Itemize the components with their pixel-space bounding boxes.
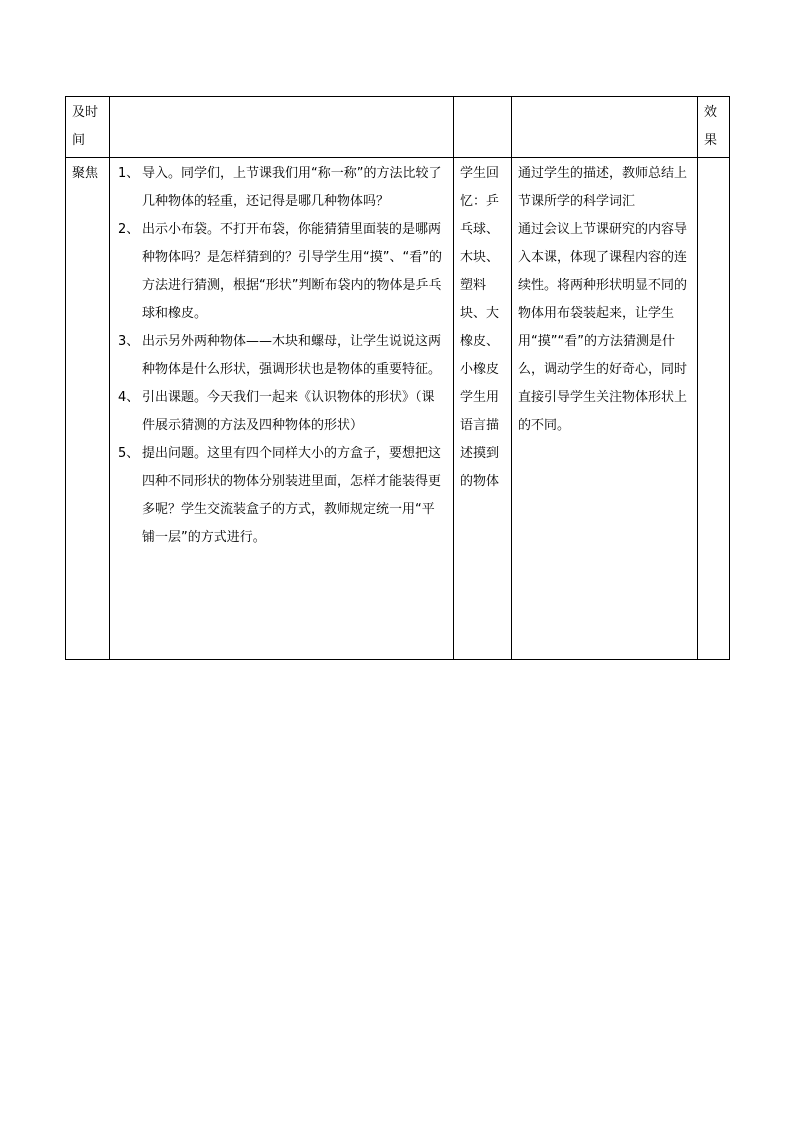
student-activity-cell: [454, 158, 512, 660]
intent-paragraph: 通过学生的描述，教师总结上节课所学的科学词汇: [518, 166, 688, 209]
list-item: [118, 440, 447, 552]
stage-label: 聚焦: [72, 166, 99, 181]
effect-cell: [698, 158, 730, 660]
step-text: 提出问题。这里有四个同样大小的方盒子，要想把这四种不同形状的物体分别装进里面，怎样才能装得更多呢？学生交流装盒子的方式，教师规定统一用“平铺一层”的方式进行。: [142, 446, 442, 545]
list-item: [118, 384, 447, 440]
design-intent-cell: [512, 158, 698, 660]
student-activity-text: 学生回忆：乒乓球、木块、塑料块、大橡皮、小橡皮学生用语言描述摸到的物体: [460, 166, 500, 489]
step-text: 引出课题。今天我们一起来《认识物体的形状》（课件展示猜测的方法及四种物体的形状）: [142, 390, 435, 433]
header-row: [66, 97, 730, 158]
lesson-plan-table: [65, 96, 730, 660]
header-cell-time: [66, 97, 110, 158]
header-time-label: 及时间: [72, 105, 99, 148]
step-text: 导入。同学们，上节课我们用“称一称”的方法比较了几种物体的轻重，还记得是哪几种物体吗？: [142, 166, 442, 209]
header-effect-label: 效果: [704, 105, 718, 148]
intent-paragraph: 通过会议上节课研究的内容导入本课，体现了课程内容的连续性。将两种形状明显不同的物体用布袋装起来，让学生用“摸”“看”的方法猜测是什么，调动学生的好奇心，同时直接引导学生关注物体形状上的不同。: [518, 222, 688, 433]
list-item: [118, 160, 447, 216]
teaching-process-cell: [110, 158, 454, 660]
step-number: 3、: [118, 334, 140, 349]
teaching-steps-list: [110, 158, 453, 552]
step-number: 4、: [118, 390, 140, 405]
list-item: [118, 328, 447, 384]
step-number: 5、: [118, 446, 140, 461]
list-item: [118, 216, 447, 328]
focus-row: [66, 158, 730, 660]
header-cell-process: [110, 97, 454, 158]
step-number: 2、: [118, 222, 140, 237]
step-text: 出示小布袋。不打开布袋，你能猜猜里面装的是哪两种物体吗？是怎样猜到的？引导学生用“摸”、“看”的方法进行猜测，根据“形状”判断布袋内的物体是乒乓球和橡皮。: [142, 222, 442, 321]
header-cell-intent: [512, 97, 698, 158]
step-number: 1、: [118, 166, 140, 181]
step-text: 出示另外两种物体——木块和螺母，让学生说说这两种物体是什么形状，强调形状也是物体的重要特征。: [142, 334, 442, 377]
header-cell-effect: [698, 97, 730, 158]
stage-cell: [66, 158, 110, 660]
header-cell-student: [454, 97, 512, 158]
